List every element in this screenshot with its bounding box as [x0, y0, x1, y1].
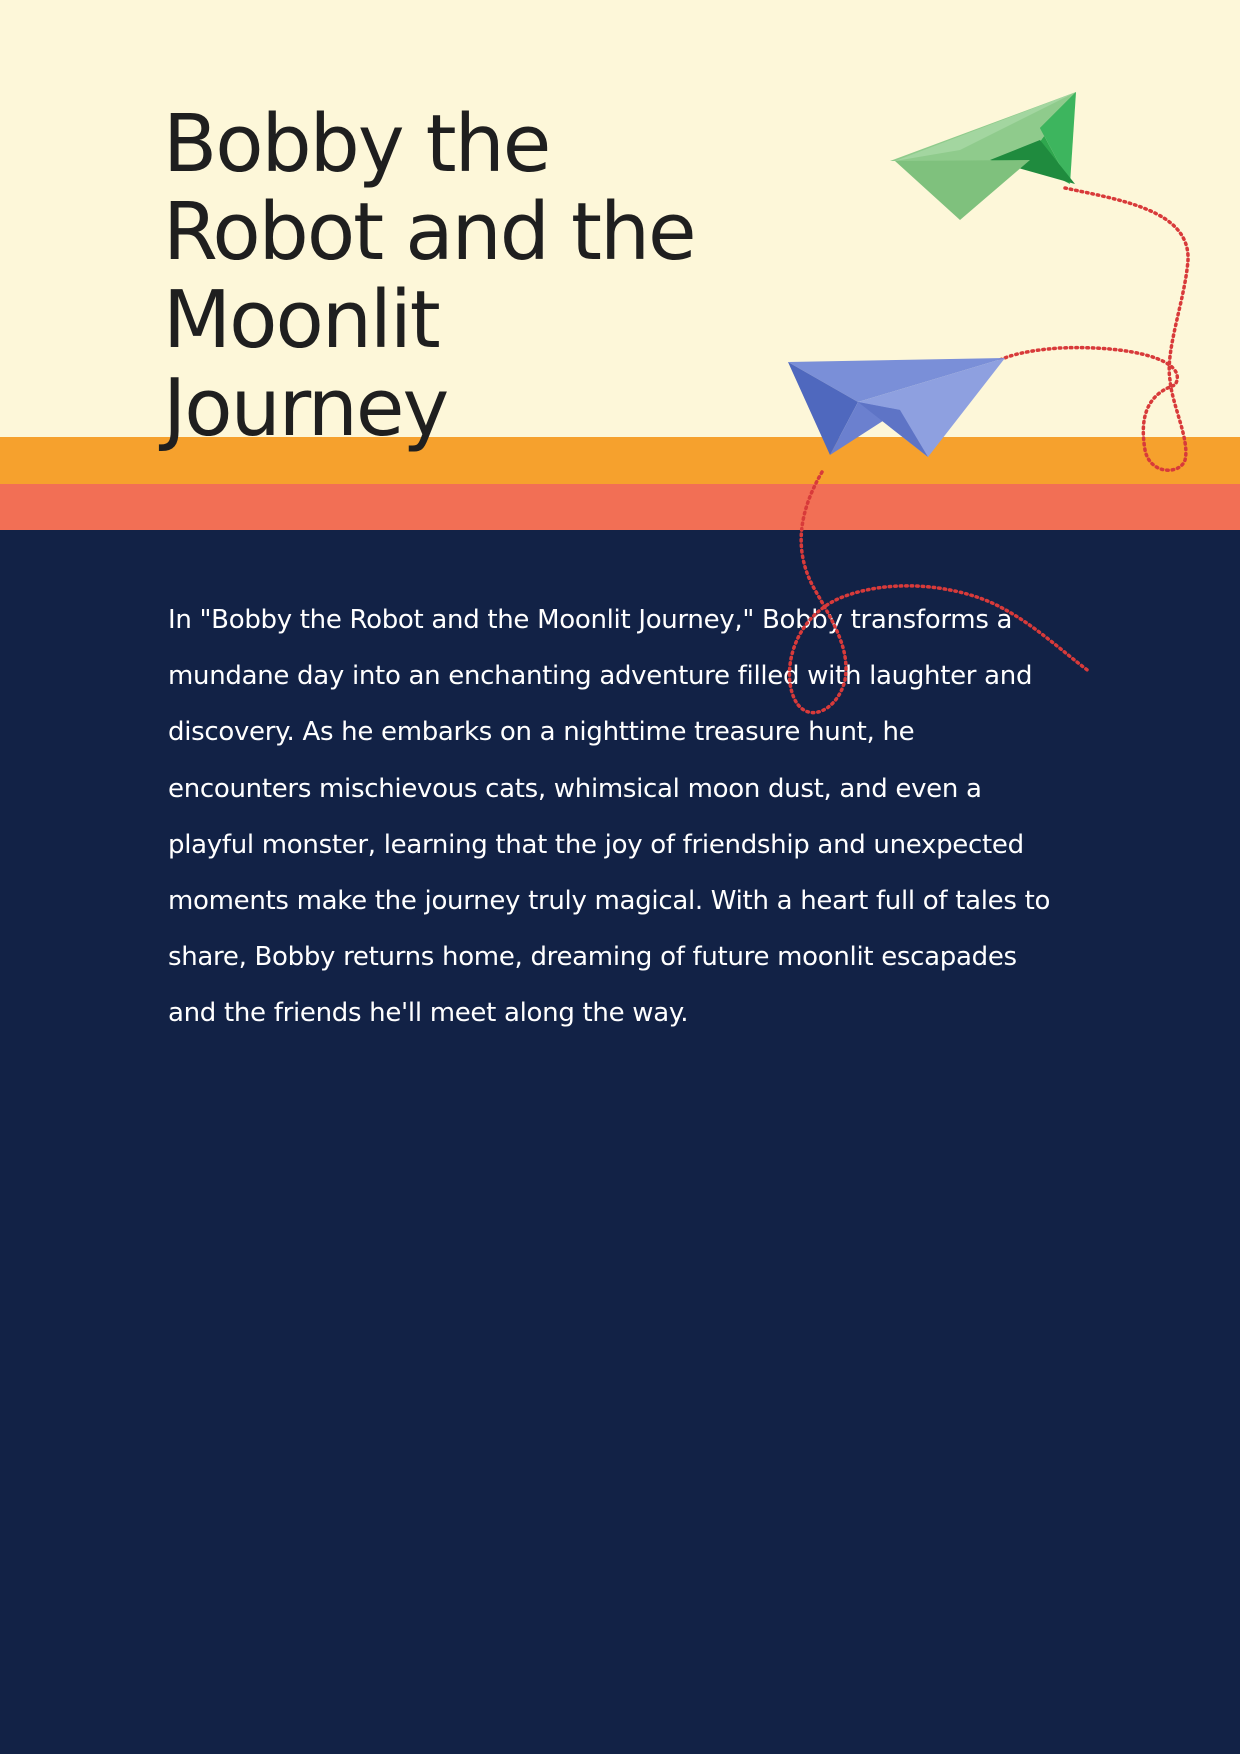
book-title	[163, 100, 803, 452]
description-line: encounters mischievous cats, whimsical moon dust, and even a	[168, 773, 982, 804]
coral-stripe	[0, 484, 1240, 530]
description-line: moments make the journey truly magical. With a heart full of tales to	[168, 886, 1051, 917]
title-line: Robot and the	[163, 186, 695, 278]
description-line: discovery. As he embarks on a nighttime treasure hunt, he	[168, 717, 915, 748]
title-line: Journey	[163, 362, 448, 454]
description-line: mundane day into an enchanting adventure filled with laughter and	[168, 661, 1033, 692]
description-line: playful monster, learning that the joy of friendship and unexpected	[168, 829, 1024, 860]
book-description	[168, 592, 1068, 1042]
title-line: Moonlit	[163, 274, 439, 366]
description-line: share, Bobby returns home, dreaming of future moonlit escapades	[168, 942, 1017, 973]
title-line: Bobby the	[163, 98, 550, 190]
description-line: and the friends he'll meet along the way.	[168, 998, 689, 1029]
description-line: In "Bobby the Robot and the Moonlit Journey," Bobby transforms a	[168, 605, 1013, 635]
